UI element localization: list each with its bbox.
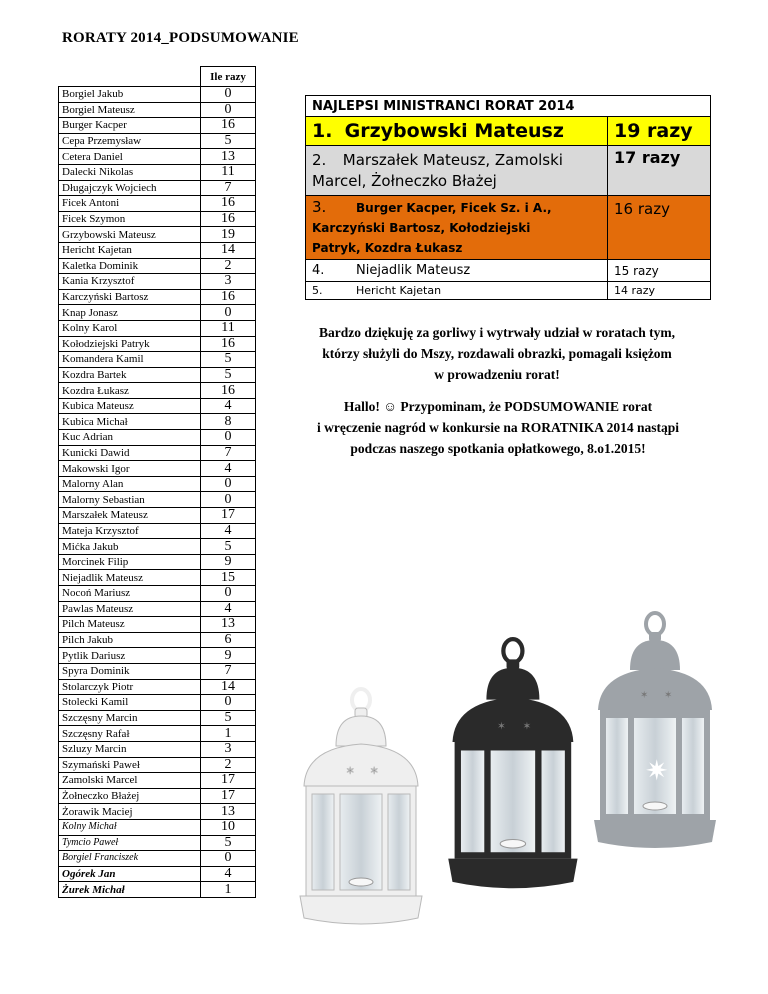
- attendance-count: 7: [201, 180, 256, 196]
- attendance-count: 16: [201, 289, 256, 305]
- server-name: Kołodziejski Patryk: [59, 336, 201, 352]
- white-lantern-drawing: [300, 689, 422, 924]
- attendance-count: 6: [201, 632, 256, 648]
- attendance-row: [59, 492, 256, 508]
- attendance-count: 3: [201, 274, 256, 290]
- server-name: Cepa Przemysław: [59, 133, 201, 149]
- attendance-row: [59, 835, 256, 851]
- server-name: Morcinek Filip: [59, 554, 201, 570]
- thanks-line-1: Bardzo dziękuję za gorliwy i wytrwały udział w roratach tym,: [319, 325, 675, 340]
- attendance-count: 0: [201, 695, 256, 711]
- attendance-count: 1: [201, 882, 256, 898]
- attendance-row: [59, 757, 256, 773]
- attendance-count: 7: [201, 445, 256, 461]
- attendance-count: 0: [201, 851, 256, 867]
- attendance-count: 11: [201, 320, 256, 336]
- server-name: Żołneczko Błażej: [59, 788, 201, 804]
- attendance-count: 14: [201, 679, 256, 695]
- attendance-count: 8: [201, 414, 256, 430]
- server-name: Kozdra Bartek: [59, 367, 201, 383]
- attendance-count: 13: [201, 617, 256, 633]
- attendance-row: [59, 196, 256, 212]
- server-name: Mićka Jakub: [59, 539, 201, 555]
- attendance-row: [59, 180, 256, 196]
- server-name: Burger Kacper: [59, 118, 201, 134]
- server-name: Szczęsny Marcin: [59, 710, 201, 726]
- attendance-row: [59, 773, 256, 789]
- ranking-row-3: [306, 196, 711, 260]
- attendance-count: 0: [201, 102, 256, 118]
- ranking-names-4: [306, 260, 608, 282]
- attendance-row: [59, 476, 256, 492]
- server-name: Kuc Adrian: [59, 430, 201, 446]
- lanterns-image: ✶ ✶ ✷: [296, 596, 722, 936]
- attendance-row: [59, 445, 256, 461]
- attendance-count: 0: [201, 87, 256, 103]
- ranking-names-5: [306, 282, 608, 300]
- server-name: Szymański Paweł: [59, 757, 201, 773]
- attendance-row: [59, 663, 256, 679]
- server-name: Knap Jonasz: [59, 305, 201, 321]
- ranking-count-5: 14 razy: [608, 282, 711, 300]
- server-name: Pawlas Mateusz: [59, 601, 201, 617]
- server-name: Stolecki Kamil: [59, 695, 201, 711]
- attendance-row: [59, 726, 256, 742]
- attendance-row: [59, 601, 256, 617]
- attendance-row: [59, 211, 256, 227]
- attendance-count: 16: [201, 118, 256, 134]
- attendance-row: [59, 539, 256, 555]
- server-name: Cetera Daniel: [59, 149, 201, 165]
- attendance-row: [59, 508, 256, 524]
- attendance-row: [59, 741, 256, 757]
- attendance-count: 16: [201, 336, 256, 352]
- server-name: Nocoń Mariusz: [59, 586, 201, 602]
- ranking-names-1: [306, 117, 608, 146]
- server-name: Grzybowski Mateusz: [59, 227, 201, 243]
- attendance-row: [59, 710, 256, 726]
- server-name: Borgiel Jakub: [59, 87, 201, 103]
- ranking-name-3c: Patryk, Kozdra Łukasz: [312, 241, 463, 255]
- ranking-names-3: [306, 196, 608, 260]
- attendance-row: [59, 866, 256, 882]
- server-name: Dalecki Nikolas: [59, 164, 201, 180]
- attendance-row: [59, 367, 256, 383]
- attendance-row: [59, 586, 256, 602]
- attendance-count: 5: [201, 367, 256, 383]
- attendance-count: 1: [201, 726, 256, 742]
- server-name: Mateja Krzysztof: [59, 523, 201, 539]
- attendance-count: 14: [201, 242, 256, 258]
- server-name: Stolarczyk Piotr: [59, 679, 201, 695]
- ranking-name-4: Niejadlik Mateusz: [356, 263, 471, 278]
- attendance-row: [59, 523, 256, 539]
- ranking-name-1: Grzybowski Mateusz: [344, 120, 564, 142]
- attendance-row: [59, 289, 256, 305]
- attendance-count: 5: [201, 710, 256, 726]
- ranking-name-2b: Marcel, Żołneczko Błażej: [312, 171, 497, 190]
- attendance-row: [59, 851, 256, 867]
- server-name: Hericht Kajetan: [59, 242, 201, 258]
- black-lantern-drawing: [448, 639, 577, 888]
- server-name: Marszałek Mateusz: [59, 508, 201, 524]
- attendance-row: [59, 102, 256, 118]
- server-name: Karczyński Bartosz: [59, 289, 201, 305]
- count-column-header: Ile razy: [201, 67, 256, 87]
- attendance-count: 3: [201, 741, 256, 757]
- ranking-row-2: [306, 146, 711, 196]
- ranking-place-3: 3.: [312, 198, 327, 216]
- attendance-count: 15: [201, 570, 256, 586]
- attendance-count: 16: [201, 383, 256, 399]
- server-name: Malorny Sebastian: [59, 492, 201, 508]
- attendance-count: 13: [201, 149, 256, 165]
- server-name: Długajczyk Wojciech: [59, 180, 201, 196]
- server-name: Szczęsny Rafał: [59, 726, 201, 742]
- attendance-count: 2: [201, 258, 256, 274]
- attendance-row: [59, 679, 256, 695]
- attendance-count: 2: [201, 757, 256, 773]
- attendance-count: 16: [201, 196, 256, 212]
- ranking-count-4: 15 razy: [608, 260, 711, 282]
- attendance-row: [59, 617, 256, 633]
- attendance-row: [59, 320, 256, 336]
- ranking-count-3: 16 razy: [608, 196, 711, 260]
- server-name: Kolny Karol: [59, 320, 201, 336]
- server-name: Makowski Igor: [59, 461, 201, 477]
- attendance-count: 5: [201, 133, 256, 149]
- server-name: Niejadlik Mateusz: [59, 570, 201, 586]
- attendance-row: [59, 414, 256, 430]
- attendance-row: [59, 118, 256, 134]
- attendance-count: 19: [201, 227, 256, 243]
- attendance-row: [59, 804, 256, 820]
- server-name: Szluzy Marcin: [59, 741, 201, 757]
- attendance-count: 17: [201, 788, 256, 804]
- ranking-name-3b: Karczyński Bartosz, Kołodziejski: [312, 221, 531, 235]
- attendance-row: [59, 149, 256, 165]
- best-altar-servers-table: [305, 95, 711, 300]
- server-name: Ficek Szymon: [59, 211, 201, 227]
- server-name: Borgiel Mateusz: [59, 102, 201, 118]
- attendance-row: [59, 695, 256, 711]
- server-name: Pilch Jakub: [59, 632, 201, 648]
- attendance-row: [59, 430, 256, 446]
- attendance-count: 0: [201, 305, 256, 321]
- ranking-names-2: [306, 146, 608, 196]
- server-name: Kubica Michał: [59, 414, 201, 430]
- attendance-row: [59, 554, 256, 570]
- reminder-note: [258, 396, 738, 459]
- ranking-place-4: 4.: [312, 263, 325, 278]
- attendance-count: 7: [201, 663, 256, 679]
- attendance-count: 9: [201, 648, 256, 664]
- attendance-count: 0: [201, 476, 256, 492]
- server-name: Kubica Mateusz: [59, 398, 201, 414]
- thank-you-note: [262, 322, 732, 385]
- attendance-header-row: [59, 67, 256, 87]
- server-name: Ogórek Jan: [59, 866, 201, 882]
- attendance-row: [59, 648, 256, 664]
- attendance-count: 4: [201, 523, 256, 539]
- server-name: Spyra Dominik: [59, 663, 201, 679]
- attendance-row: [59, 570, 256, 586]
- server-name: Tymcio Paweł: [59, 835, 201, 851]
- attendance-count: 5: [201, 352, 256, 368]
- ranking-count-1: 19 razy: [608, 117, 711, 146]
- reminder-line-3: podczas naszego spotkania opłatkowego, 8.o1.2015!: [350, 441, 646, 456]
- attendance-row: [59, 274, 256, 290]
- attendance-count: 4: [201, 398, 256, 414]
- ranking-name-2a: Marszałek Mateusz, Zamolski: [342, 150, 563, 169]
- attendance-row: [59, 258, 256, 274]
- silver-lantern-drawing: [594, 613, 716, 848]
- attendance-row: [59, 227, 256, 243]
- attendance-row: [59, 383, 256, 399]
- attendance-row: [59, 164, 256, 180]
- ranking-row-1: [306, 117, 711, 146]
- ranking-place-2: 2.: [312, 150, 327, 169]
- attendance-row: [59, 352, 256, 368]
- attendance-count: 10: [201, 819, 256, 835]
- attendance-count: 4: [201, 601, 256, 617]
- ranking-header-row: [306, 96, 711, 117]
- ranking-header: NAJLEPSI MINISTRANCI RORAT 2014: [306, 96, 711, 117]
- ranking-row-4: [306, 260, 711, 282]
- server-name: Kania Krzysztof: [59, 274, 201, 290]
- attendance-row: [59, 398, 256, 414]
- ranking-row-5: [306, 282, 711, 300]
- attendance-row: [59, 242, 256, 258]
- attendance-count: 0: [201, 430, 256, 446]
- ranking-name-3a: Burger Kacper, Ficek Sz. i A.,: [356, 201, 552, 215]
- server-name: Pilch Mateusz: [59, 617, 201, 633]
- reminder-line-1: Hallo! ☺ Przypominam, że PODSUMOWANIE rorat: [343, 399, 653, 414]
- attendance-row: [59, 87, 256, 103]
- attendance-row: [59, 305, 256, 321]
- server-name: Ficek Antoni: [59, 196, 201, 212]
- header-blank-cell: [59, 67, 201, 87]
- server-name: Komandera Kamil: [59, 352, 201, 368]
- thanks-line-3: w prowadzeniu rorat!: [434, 367, 560, 382]
- attendance-count: 13: [201, 804, 256, 820]
- server-name: Borgiel Franciszek: [59, 851, 201, 867]
- attendance-count: 4: [201, 461, 256, 477]
- server-name: Malorny Alan: [59, 476, 201, 492]
- thanks-line-2: którzy służyli do Mszy, rozdawali obrazki, pomagali księżom: [322, 346, 672, 361]
- ranking-place-5: 5.: [312, 284, 323, 297]
- attendance-row: [59, 336, 256, 352]
- attendance-count: 16: [201, 211, 256, 227]
- attendance-row: [59, 882, 256, 898]
- attendance-count: 17: [201, 508, 256, 524]
- ranking-count-2: 17 razy: [608, 146, 711, 196]
- attendance-row: [59, 133, 256, 149]
- attendance-count: 4: [201, 866, 256, 882]
- attendance-count: 5: [201, 539, 256, 555]
- server-name: Kunicki Dawid: [59, 445, 201, 461]
- attendance-count: 0: [201, 492, 256, 508]
- server-name: Kaletka Dominik: [59, 258, 201, 274]
- attendance-count: 17: [201, 773, 256, 789]
- attendance-count: 9: [201, 554, 256, 570]
- reminder-line-2: i wręczenie nagród w konkursie na RORATNIKA 2014 nastąpi: [316, 420, 680, 435]
- svg-text:✷: ✷: [645, 754, 669, 787]
- server-name: Żurek Michał: [59, 882, 201, 898]
- server-name: Zamolski Marcel: [59, 773, 201, 789]
- attendance-row: [59, 632, 256, 648]
- attendance-count: 11: [201, 164, 256, 180]
- attendance-table: [58, 66, 256, 898]
- attendance-count: 5: [201, 835, 256, 851]
- attendance-row: [59, 461, 256, 477]
- attendance-count: 0: [201, 586, 256, 602]
- server-name: Kozdra Łukasz: [59, 383, 201, 399]
- attendance-row: [59, 819, 256, 835]
- ranking-place-1: 1.: [312, 120, 333, 142]
- server-name: Żorawik Maciej: [59, 804, 201, 820]
- ranking-name-5: Hericht Kajetan: [356, 284, 442, 297]
- document-title: RORATY 2014_PODSUMOWANIE: [62, 30, 299, 46]
- server-name: Kolny Michał: [59, 819, 201, 835]
- server-name: Pytlik Dariusz: [59, 648, 201, 664]
- attendance-row: [59, 788, 256, 804]
